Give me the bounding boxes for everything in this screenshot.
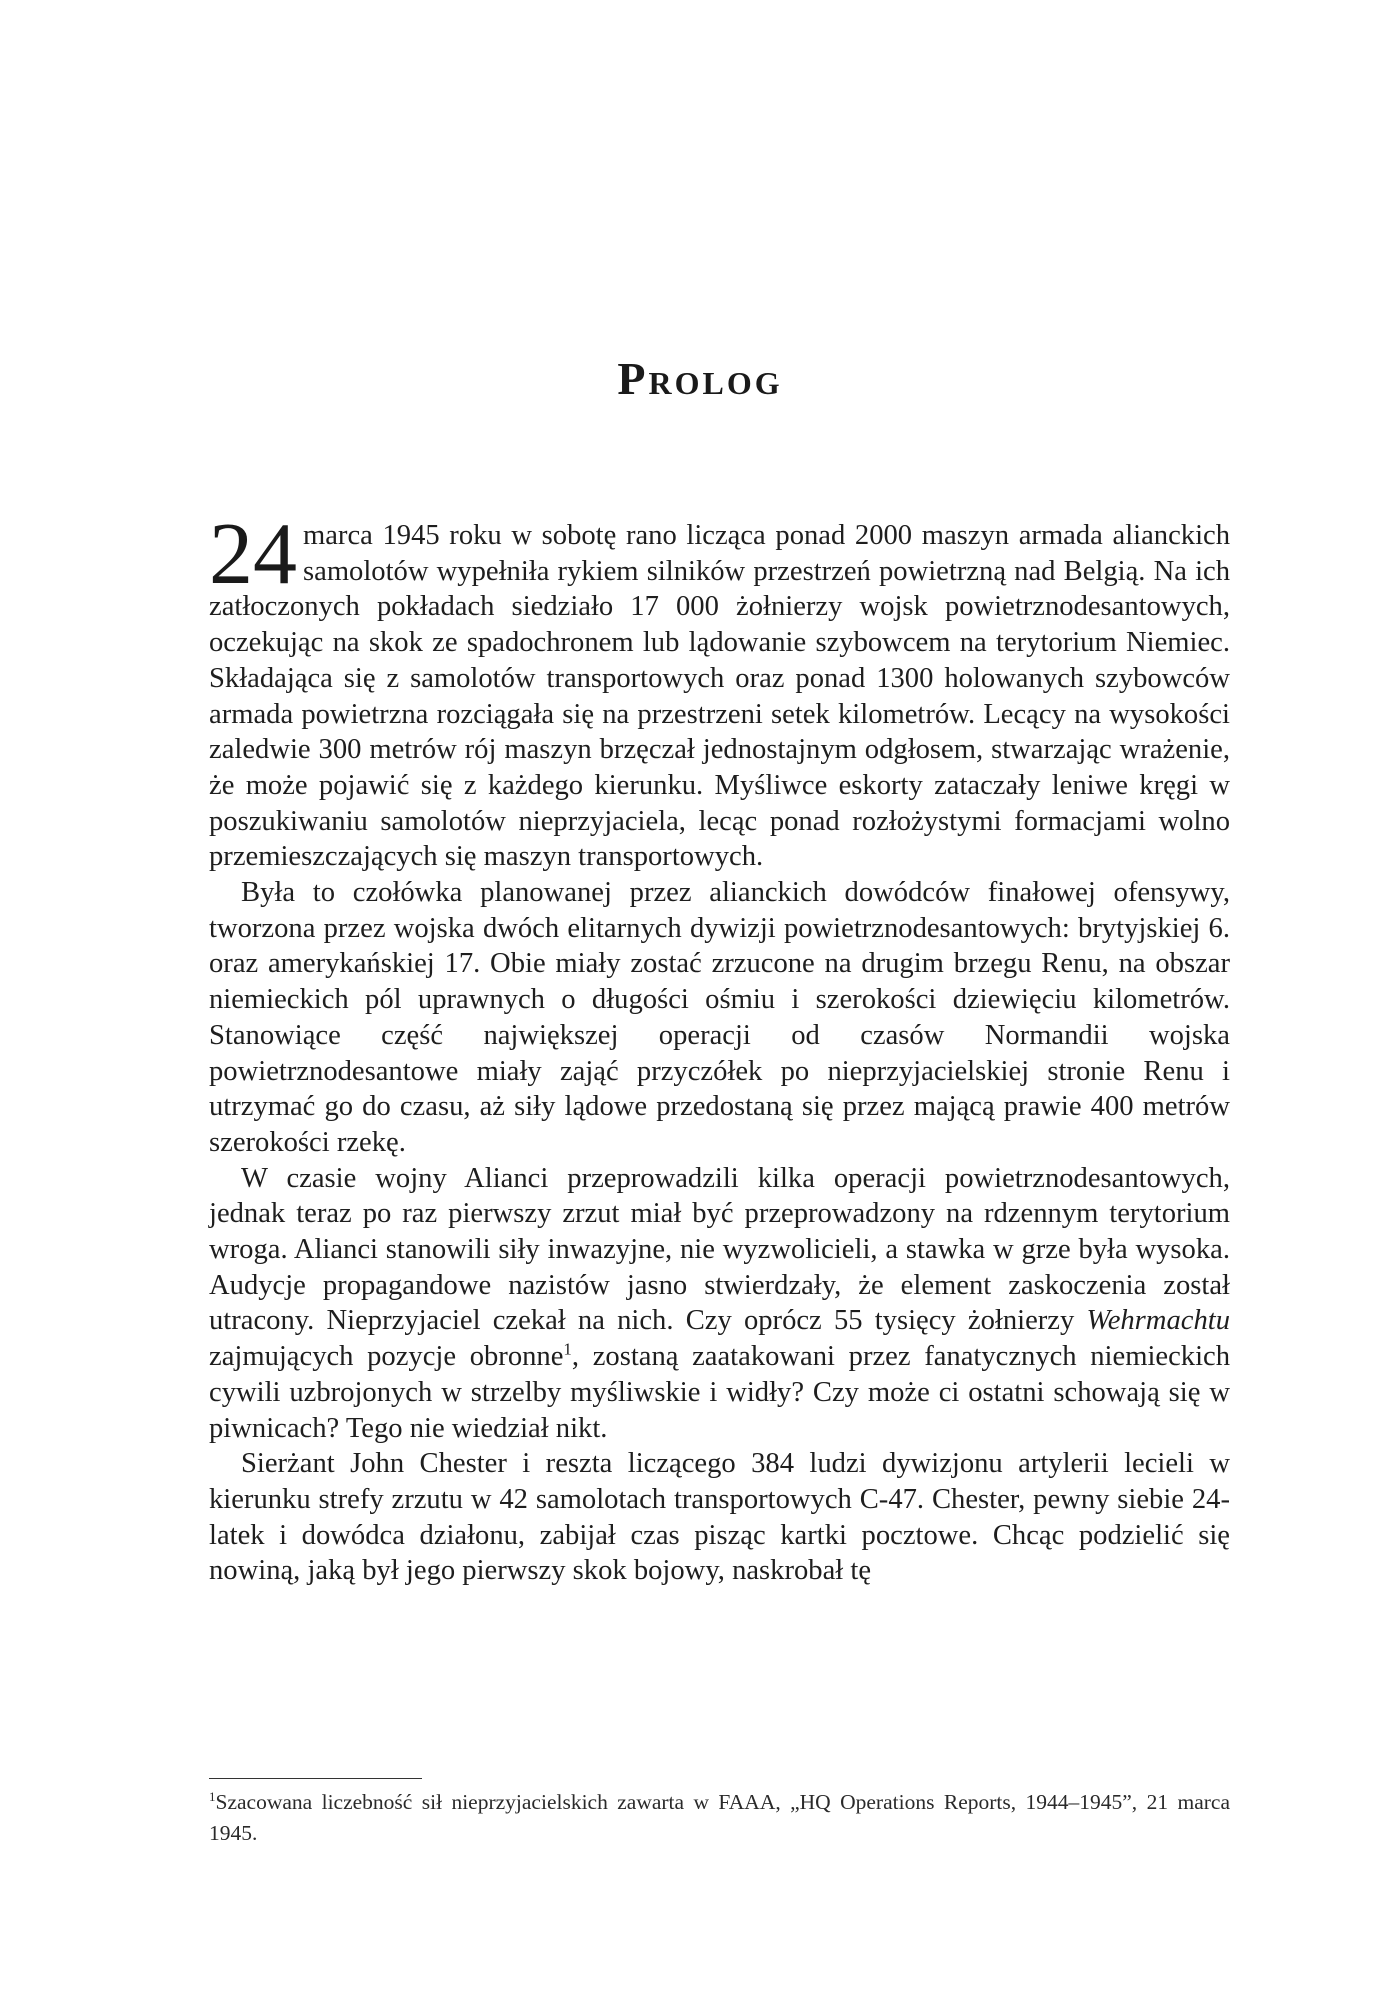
paragraph-1 [209, 506, 1230, 875]
footnote-text: Szacowana liczebność sił nieprzyjacielskich zawarta w FAAA, „HQ Operations Reports, 1944–1945”, 21 marca 1945. [209, 1790, 1230, 1845]
paragraph-3-text-start: W czasie wojny Alianci przeprowadzili kilka operacji powietrznodesantowych, jednak teraz po raz pierwszy zrzut miał być przeprowadzony na rdzennym terytorium wroga. Alianci stanowili siły inwazyjne, nie wyzwolicieli, a stawka w grze była wysoka. Audycje propagandowe nazistów jasno stwierdzały, że element zaskoczenia został utracony. Nieprzyjaciel czekał na nich. Czy oprócz 55 tysięcy żołnierzy [209, 1162, 1230, 1337]
italic-term: Wehrmachtu [1086, 1305, 1230, 1337]
paragraph-2: Była to czołówka planowanej przez alianckich dowódców finałowej ofensywy, tworzona przez wojska dwóch elitarnych dywizji powietrznodesantowych: brytyjskiej 6. oraz amerykańskiej 17. Obie miały zostać zrzucone na drugim brzegu Renu, na obszar niemieckich pól uprawnych o długości ośmiu i szerokości dziewięciu kilometrów. Stanowiące część największej operacji od czasów Normandii wojska powietrznodesantowe miały zająć przyczółek po nieprzyjacielskiej stronie Renu i utrzymać go do czasu, aż siły lądowe przedostaną się przez mającą prawie 400 metrów szerokości rzekę. [209, 877, 1230, 1158]
paragraph-3-text-end: , zostaną zaatakowani przez fanatycznych niemieckich cywili uzbrojonych w strzelby myśliwskie i widły? Czy może ci ostatni schowają się w piwnicach? Tego nie wiedział nikt. [209, 1341, 1230, 1444]
paragraph-4: Sierżant John Chester i reszta liczącego 384 ludzi dywizjonu artylerii lecieli w kierunku strefy zrzutu w 42 samolotach transportowych C-47. Chester, pewny siebie 24-latek i dowódca działonu, zabijał czas pisząc kartki pocztowe. Chcąc podzielić się nowiną, jaką był jego pierwszy skok bojowy, naskrobał tę [209, 1448, 1230, 1587]
chapter-title: Prolog [617, 353, 783, 404]
body-text [209, 506, 1230, 1589]
paragraph-3 [209, 1161, 1230, 1447]
footnote-number: 1 [209, 1788, 216, 1804]
footnote-reference: 1 [563, 1339, 572, 1359]
footnote [209, 1787, 1230, 1849]
paragraph-3-text-mid: zajmujących pozycje obronne [209, 1341, 564, 1373]
paragraph-1-text: marca 1945 roku w sobotę rano licząca ponad 2000 maszyn armada alianckich samolotów wypełniła rykiem silników przestrzeń powietrzną nad Belgią. Na ich zatłoczonych pokładach siedziało 17 000 żołnierzy wojsk powietrznodesantowych, oczekując na skok ze spadochronem lub lądowanie szybowcem na terytorium Niemiec. Składająca się z samolotów transportowych oraz ponad 1300 holowanych szybowców armada powietrzna rozciągała się na przestrzeni setek kilometrów. Lecący na wysokości zaledwie 300 metrów rój maszyn brzęczał jednostajnym odgłosem, stwarzając wrażenie, że może pojawić się z każdego kierunku. Myśliwce eskorty zataczały leniwe kręgi w poszukiwaniu samolotów nieprzyjaciela, lecąc ponad rozłożystymi formacjami wolno przemieszczających się maszyn transportowych. [209, 520, 1230, 873]
drop-cap: 24 [209, 506, 297, 603]
footnote-separator [209, 1778, 422, 1779]
